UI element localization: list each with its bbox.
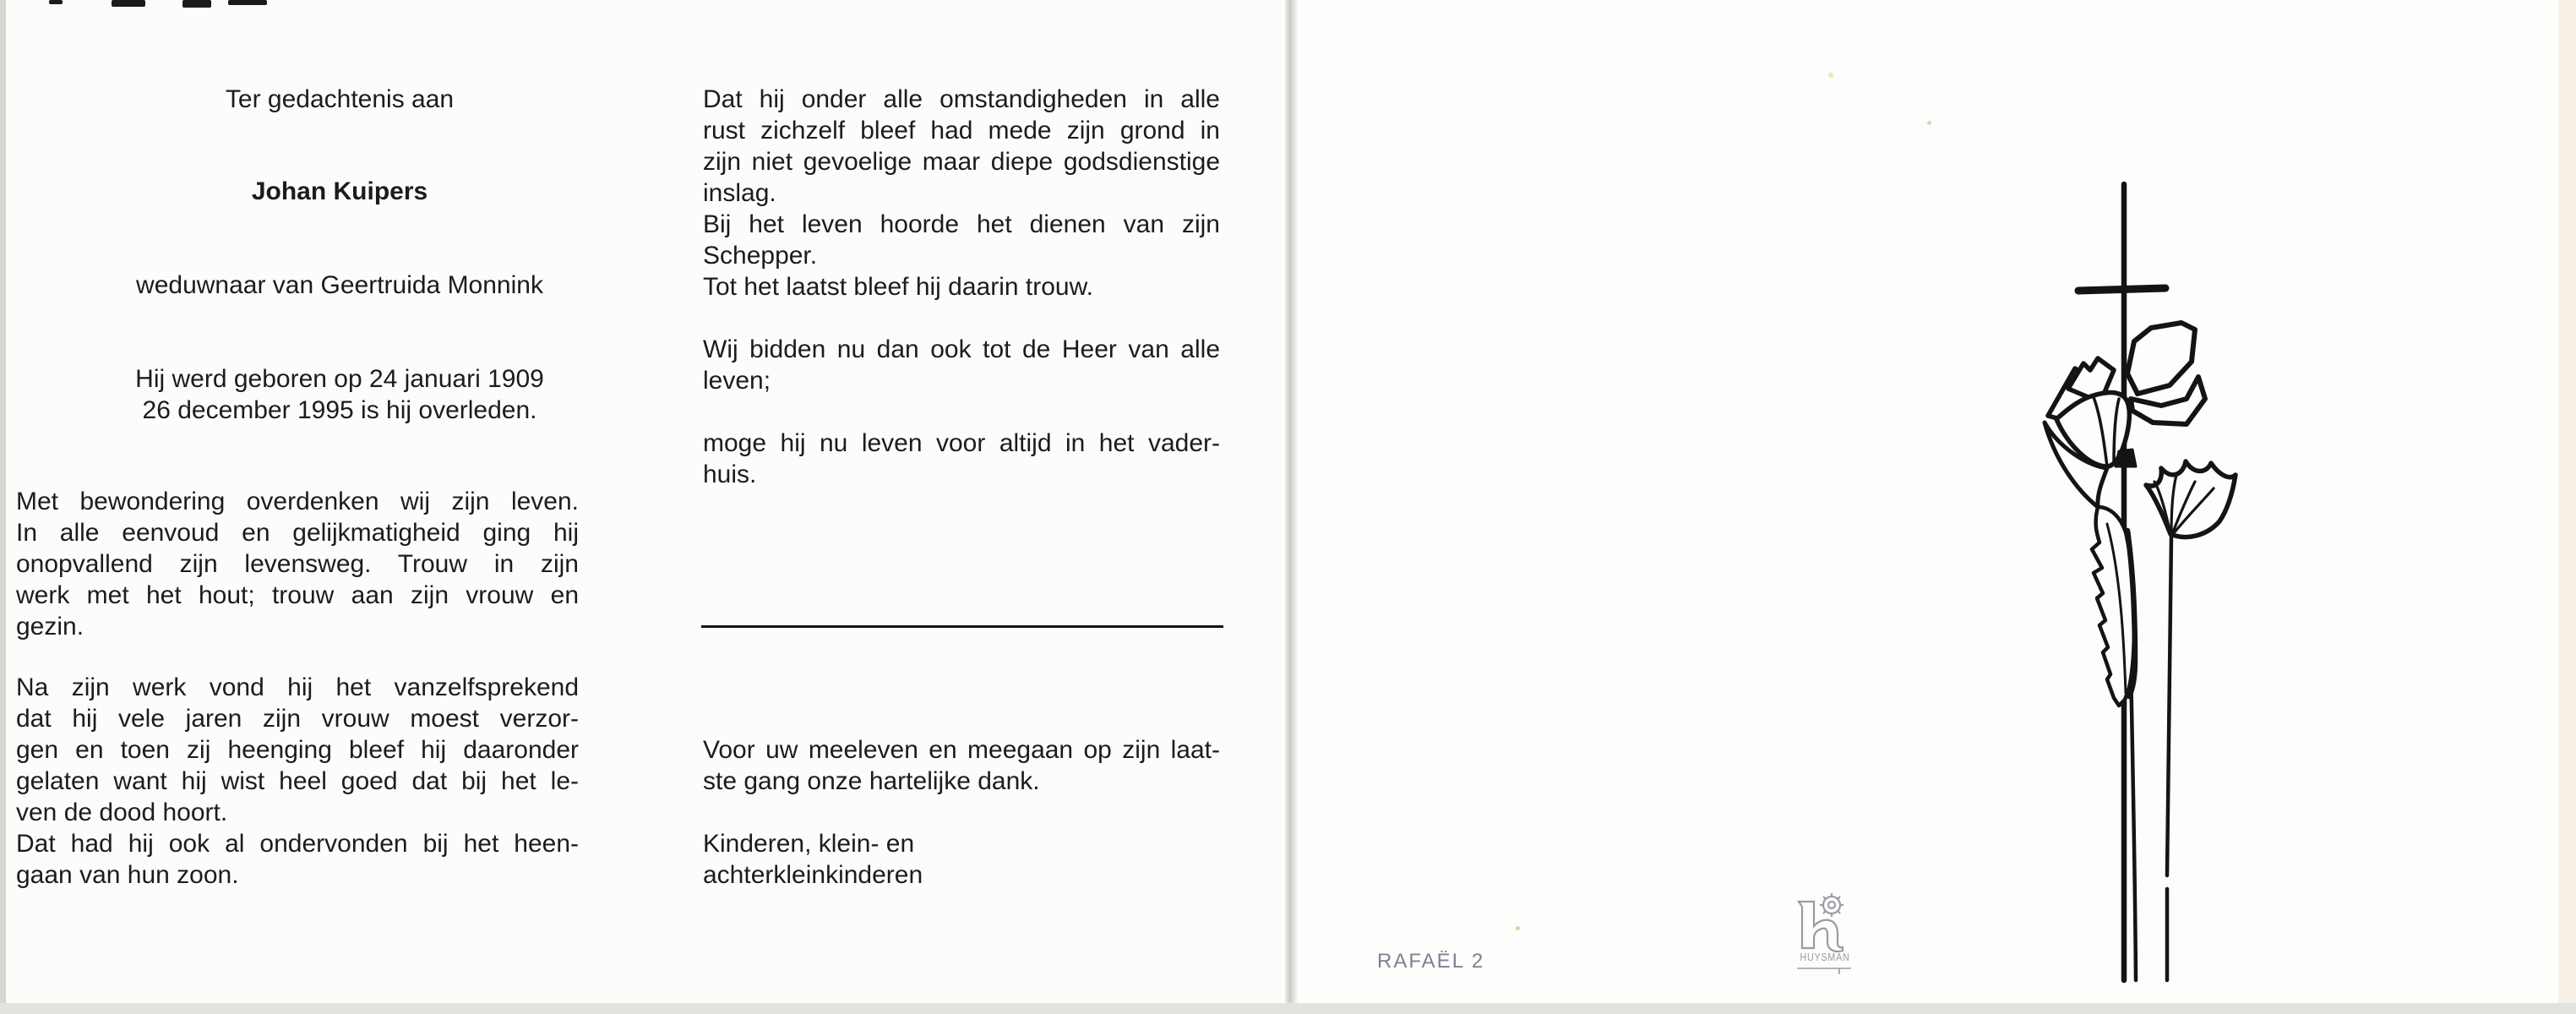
stylized-h-icon [1799,902,1843,951]
paper-speck [1927,121,1931,125]
scan-edge-left [0,0,6,1014]
separator-rule [701,625,1223,628]
printer-logo [1789,892,1860,977]
rosette-icon [1820,893,1844,917]
paragraph-live-forever: moge hij nu leven voor altijd in het vader- huis. [703,429,1220,488]
paragraph-care: Na zijn werk vond hij het vanzelfsprekend dat hij vele jaren zijn vrouw moest verzor- gen en toen zij heenging bleef hij daaronder gelaten want hij wist heel goed dat bij het le- ven de dood hoort. [16,673,579,826]
paragraph-character: Dat hij onder alle omstandigheden in alle rust zichzelf bleef had mede zijn grond in zijn niet gevoelige maar diepe godsdienstige inslag. [703,85,1220,207]
life-dates: Hij werd geboren op 24 januari 1909 26 december 1995 is hij overleden. [135,365,544,424]
paragraph-serving: Bij het leven hoorde het dienen van zijn Schepper. [703,210,1220,270]
scan-scuff-mark [228,0,267,5]
paragraph-thanks: Voor uw meeleven en meegaan op zijn laat- ste gang onze hartelijke dank. [703,736,1220,795]
scan-edge-bottom [0,1003,2576,1014]
page-fold [1285,0,1298,1014]
leaf-icon [2092,507,2135,706]
paragraph-faithful: Tot het laatst bleef hij daarin trouw. [703,273,1093,301]
scan-scuff-mark [112,0,145,7]
paragraph-family-signature: Kinderen, klein- en achterkleinkinderen [703,830,923,889]
huysman-logo-icon [1789,892,1860,977]
paragraph-prayer: Wij bidden nu dan ook tot de Heer van alle leven; [703,335,1220,395]
poppy-lower-right-icon [2146,461,2236,537]
scan-scuff-mark [49,0,63,4]
paper-speck [1828,73,1833,78]
paragraph-son: Dat had hij ook al ondervonden bij het heen- gaan van hun zoon. [16,830,579,889]
card-right-page [1298,0,2576,1014]
paragraph-reflection: Met bewondering overdenken wij zijn leven. In alle eenvoud en gelijkmatigheid ging hij onopvallend zijn levensweg. Trouw in zijn werk met het hout; trouw aan zijn vrouw en gezin. [16,488,579,641]
poppy-upper-left-icon [2045,358,2129,507]
relation-line: weduwnaar van Geertruida Monnink [136,271,543,299]
scan-edge-right [2558,0,2576,1014]
printer-logo-word: HUYSMAN [1800,951,1850,963]
cross-and-poppies-illustration [2019,152,2290,997]
scan-scuff-mark [182,0,211,8]
poppy-upper-right-icon [2116,323,2205,466]
dedication-line: Ter gedachtenis aan [225,85,455,113]
paper-speck [1516,926,1520,930]
deceased-name: Johan Kuipers [251,177,428,205]
series-imprint: RAFAËL 2 [1377,950,1485,973]
